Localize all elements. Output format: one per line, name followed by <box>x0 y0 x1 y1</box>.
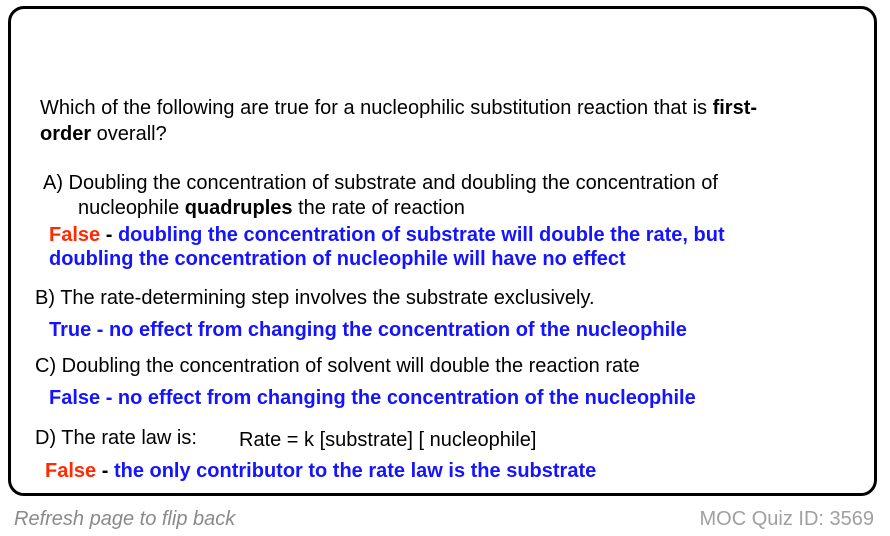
refresh-hint: Refresh page to flip back <box>14 508 236 530</box>
option-d-text: D) The rate law is: <box>35 427 197 449</box>
answer-a-line-1 <box>49 223 725 247</box>
option-a-text-end: the rate of reaction <box>292 197 465 219</box>
answer-a-explanation-1: doubling the concentration of substrate will double the rate, but <box>117 224 725 246</box>
rate-law-equation: Rate = k [substrate] [ nucleophile] <box>239 429 537 451</box>
answer-d <box>45 459 596 483</box>
answer-c: False - no effect from changing the concentration of the nucleophile <box>49 387 696 409</box>
option-b-text: B) The rate-determining step involves the substrate exclusively. <box>35 287 595 309</box>
answer-d-explanation: the only contributor to the rate law is the substrate <box>113 460 597 482</box>
answer-d-verdict: False <box>45 460 97 482</box>
question-emphasis: first- <box>712 97 758 119</box>
option-a-text: nucleophile <box>78 197 185 219</box>
answer-a-verdict: False <box>49 224 101 246</box>
question-emphasis-2: order <box>40 123 92 145</box>
quiz-id: MOC Quiz ID: 3569 <box>699 508 874 530</box>
answer-a-explanation-2: doubling the concentration of nucleophile will have no effect <box>49 248 626 270</box>
option-c-text: C) Doubling the concentration of solvent will double the reaction rate <box>35 355 640 377</box>
question-line-2 <box>40 121 167 147</box>
quiz-card[interactable] <box>8 6 877 496</box>
option-a-line-2 <box>78 195 465 221</box>
answer-a-dash: - <box>100 224 118 246</box>
question-text-2: overall? <box>91 123 167 145</box>
option-a-emphasis: quadruples <box>184 197 293 219</box>
answer-d-dash: - <box>96 460 114 482</box>
answer-b: True - no effect from changing the concentration of the nucleophile <box>49 319 687 341</box>
question-line-1 <box>40 95 757 121</box>
option-a-line-1: A) Doubling the concentration of substrate and doubling the concentration of <box>43 172 718 194</box>
question-text: Which of the following are true for a nucleophilic substitution reaction that is <box>40 97 713 119</box>
